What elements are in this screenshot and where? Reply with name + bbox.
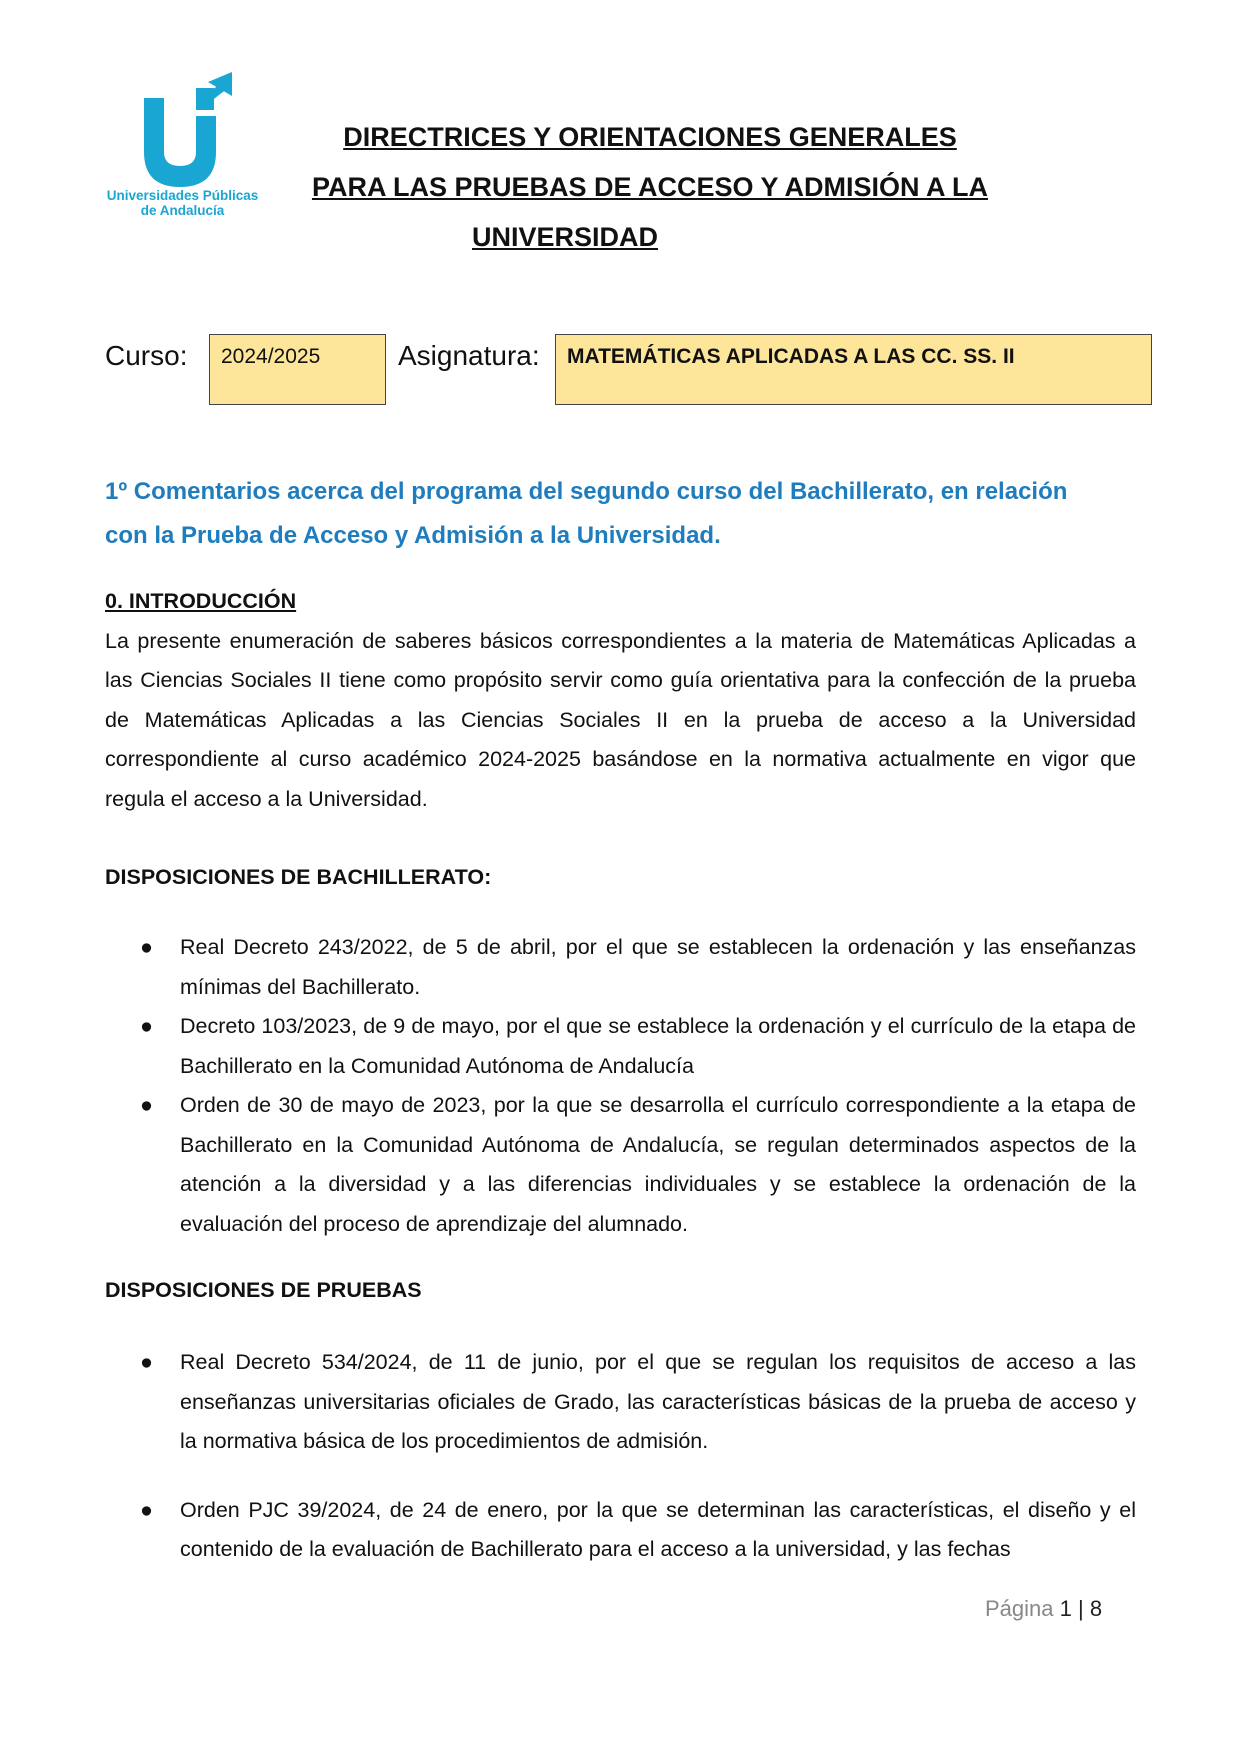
introduction-heading: 0. INTRODUCCIÓN: [105, 589, 297, 613]
page-separator: |: [1078, 1596, 1084, 1621]
logo-caption: Universidades Públicas de Andalucía: [106, 188, 259, 218]
page-label: Página: [985, 1596, 1054, 1621]
subject-value: MATEMÁTICAS APLICADAS A LAS CC. SS. II: [567, 345, 1015, 368]
list-item: ● Orden de 30 de mayo de 2023, por la que se desarrolla el currículo correspondiente a la etapa de Bachillerato en la Comunidad Autónoma de Andalucía, se regulan determinados aspectos de la atención a la diversidad y a las diferencias individuales y se establece la ordenación de la evaluación del proceso de aprendizaje del alumnado.: [140, 1093, 1136, 1236]
section-1-heading: 1º Comentarios acerca del programa del segundo curso del Bachillerato, en relación con la Prueba de Acceso y Admisión a la Universidad.: [105, 478, 1068, 549]
title-line-1: DIRECTRICES Y ORIENTACIONES GENERALES: [343, 122, 957, 152]
title-line-3: UNIVERSIDAD: [471, 222, 659, 252]
course-value: 2024/2025: [221, 345, 321, 368]
list-item: ● Orden PJC 39/2024, de 24 de enero, por la que se determinan las características, el diseño y el contenido de la evaluación de Bachillerato para el acceso a la universidad, y las fechas: [140, 1497, 1136, 1561]
page-total: 8: [1089, 1596, 1103, 1621]
list-item: ● Real Decreto 534/2024, de 11 de junio, por el que se regulan los requisitos de acceso a las enseñanzas universitarias oficiales de Grado, las características básicas de la prueba de acceso y la normativa básica de los procedimientos de admisión.: [140, 1350, 1136, 1453]
page-footer: [985, 1596, 1102, 1622]
introduction-section: [105, 582, 1136, 819]
course-label: Curso:: [105, 340, 188, 371]
subject-label: Asignatura:: [398, 340, 540, 371]
list-item: ● Decreto 103/2023, de 9 de mayo, por el que se establece la ordenación y el currículo de la etapa de Bachillerato en la Comunidad Autónoma de Andalucía: [140, 1014, 1136, 1078]
page-number: 1: [1059, 1596, 1072, 1621]
bachillerato-heading: DISPOSICIONES DE BACHILLERATO:: [105, 865, 492, 889]
title-line-2: PARA LAS PRUEBAS DE ACCESO Y ADMISIÓN A LA: [311, 172, 989, 202]
bachillerato-list: [140, 928, 1136, 1244]
pruebas-heading: DISPOSICIONES DE PRUEBAS: [105, 1278, 422, 1302]
pruebas-list: [140, 1343, 1136, 1570]
introduction-paragraph: La presente enumeración de saberes básicos correspondientes a la materia de Matemáticas Aplicadas a las Ciencias Sociales II tiene como propósito servir como guía orientativa para la confección de la prueba de Matemáticas Aplicadas a las Ciencias Sociales II en la prueba de acceso a la Universidad correspondiente al curso académico 2024-2025 basándose en la normativa actualmente en vigor que regula el acceso a la Universidad.: [105, 628, 1136, 811]
document-title: [300, 112, 1000, 262]
list-item: ● Real Decreto 243/2022, de 5 de abril, por el que se establecen la ordenación y las enseñanzas mínimas del Bachillerato.: [140, 935, 1136, 999]
